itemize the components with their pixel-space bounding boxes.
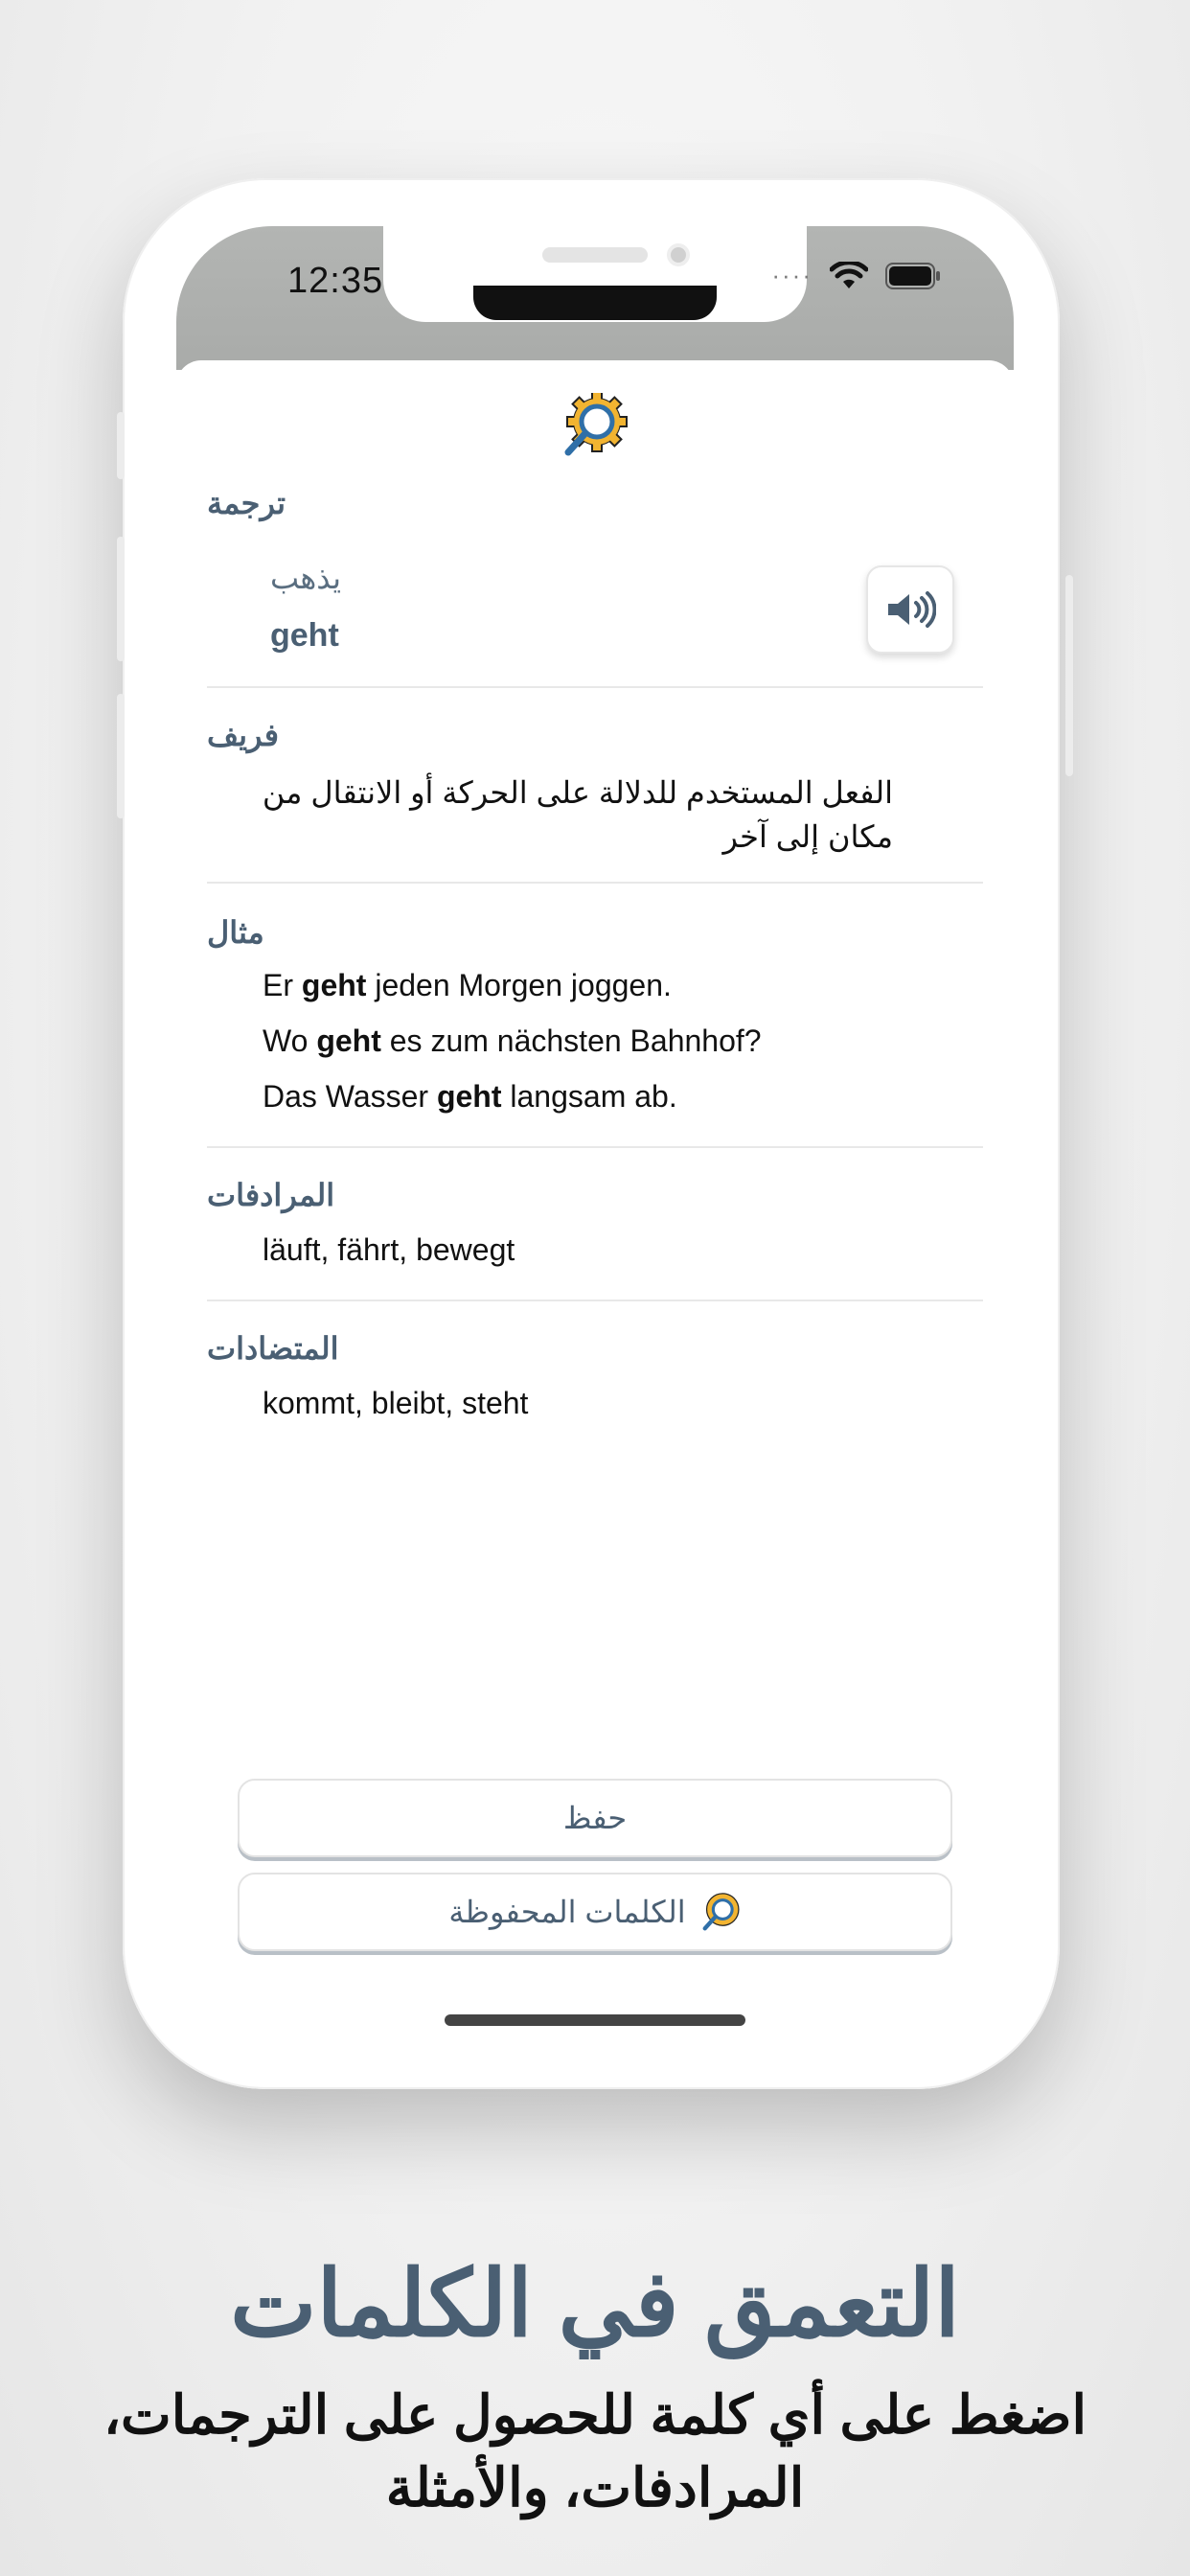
mute-switch	[117, 412, 125, 479]
arabic-translation: يذهب	[270, 561, 341, 595]
example-sentence: Er geht jeden Morgen joggen.	[263, 968, 672, 1002]
definition-text: الفعل المستخدم للدلالة على الحركة أو الانتقال من مكان إلى آخر	[262, 775, 893, 854]
status-icons	[771, 261, 941, 290]
highlighted-word: geht	[301, 968, 367, 1002]
status-time: 12:35	[287, 261, 384, 301]
word-detail-sheet	[176, 360, 1014, 2037]
example-title: مثال	[207, 915, 264, 950]
marketing-subline	[0, 2379, 1190, 2524]
save-button[interactable]	[238, 1779, 952, 1857]
front-camera	[667, 243, 690, 266]
dynamic-island	[473, 286, 717, 320]
marketing-headline: التعمق في الكلمات	[230, 2253, 960, 2356]
screen	[176, 226, 1014, 2037]
synonyms-text: läuft, fährt, bewegt	[263, 1232, 515, 1267]
german-word: geht	[270, 617, 339, 654]
battery-icon	[885, 263, 941, 289]
wifi-icon	[830, 262, 868, 290]
highlighted-word: geht	[436, 1079, 502, 1114]
translation-title: ترجمة	[207, 486, 286, 520]
speaker-icon	[884, 590, 936, 629]
example-sentence: Wo geht es zum nächsten Bahnhof?	[263, 1024, 762, 1058]
power-button	[1065, 575, 1073, 776]
earpiece	[542, 247, 648, 263]
marketing-subline-line-2: المرادفات، والأمثلة	[385, 2457, 805, 2518]
volume-up-button	[117, 537, 125, 661]
status-bar	[176, 226, 1014, 370]
divider	[207, 686, 983, 688]
highlighted-word: geht	[316, 1024, 381, 1058]
divider	[207, 1146, 983, 1148]
app-logo-icon	[562, 393, 628, 458]
home-indicator[interactable]	[445, 2014, 745, 2026]
save-button-label: حفظ	[562, 1801, 628, 1835]
example-sentence: Das Wasser geht langsam ab.	[263, 1079, 677, 1114]
definition-title: فريف	[207, 718, 279, 752]
saved-words-label: الكلمات المحفوظة	[448, 1895, 686, 1929]
divider	[207, 1300, 983, 1301]
antonyms-title: المتضادات	[207, 1331, 339, 1366]
synonyms-title: المرادفات	[207, 1178, 335, 1212]
saved-words-button[interactable]	[238, 1873, 952, 1951]
marketing-subline-line-1: اضغط على أي كلمة للحصول على الترجمات،	[103, 2384, 1087, 2445]
app-logo-icon	[701, 1892, 742, 1932]
pronounce-button[interactable]	[866, 565, 954, 654]
divider	[207, 882, 983, 884]
volume-down-button	[117, 694, 125, 818]
antonyms-text: kommt, bleibt, steht	[263, 1386, 529, 1420]
signal-dots: ····	[771, 261, 812, 289]
